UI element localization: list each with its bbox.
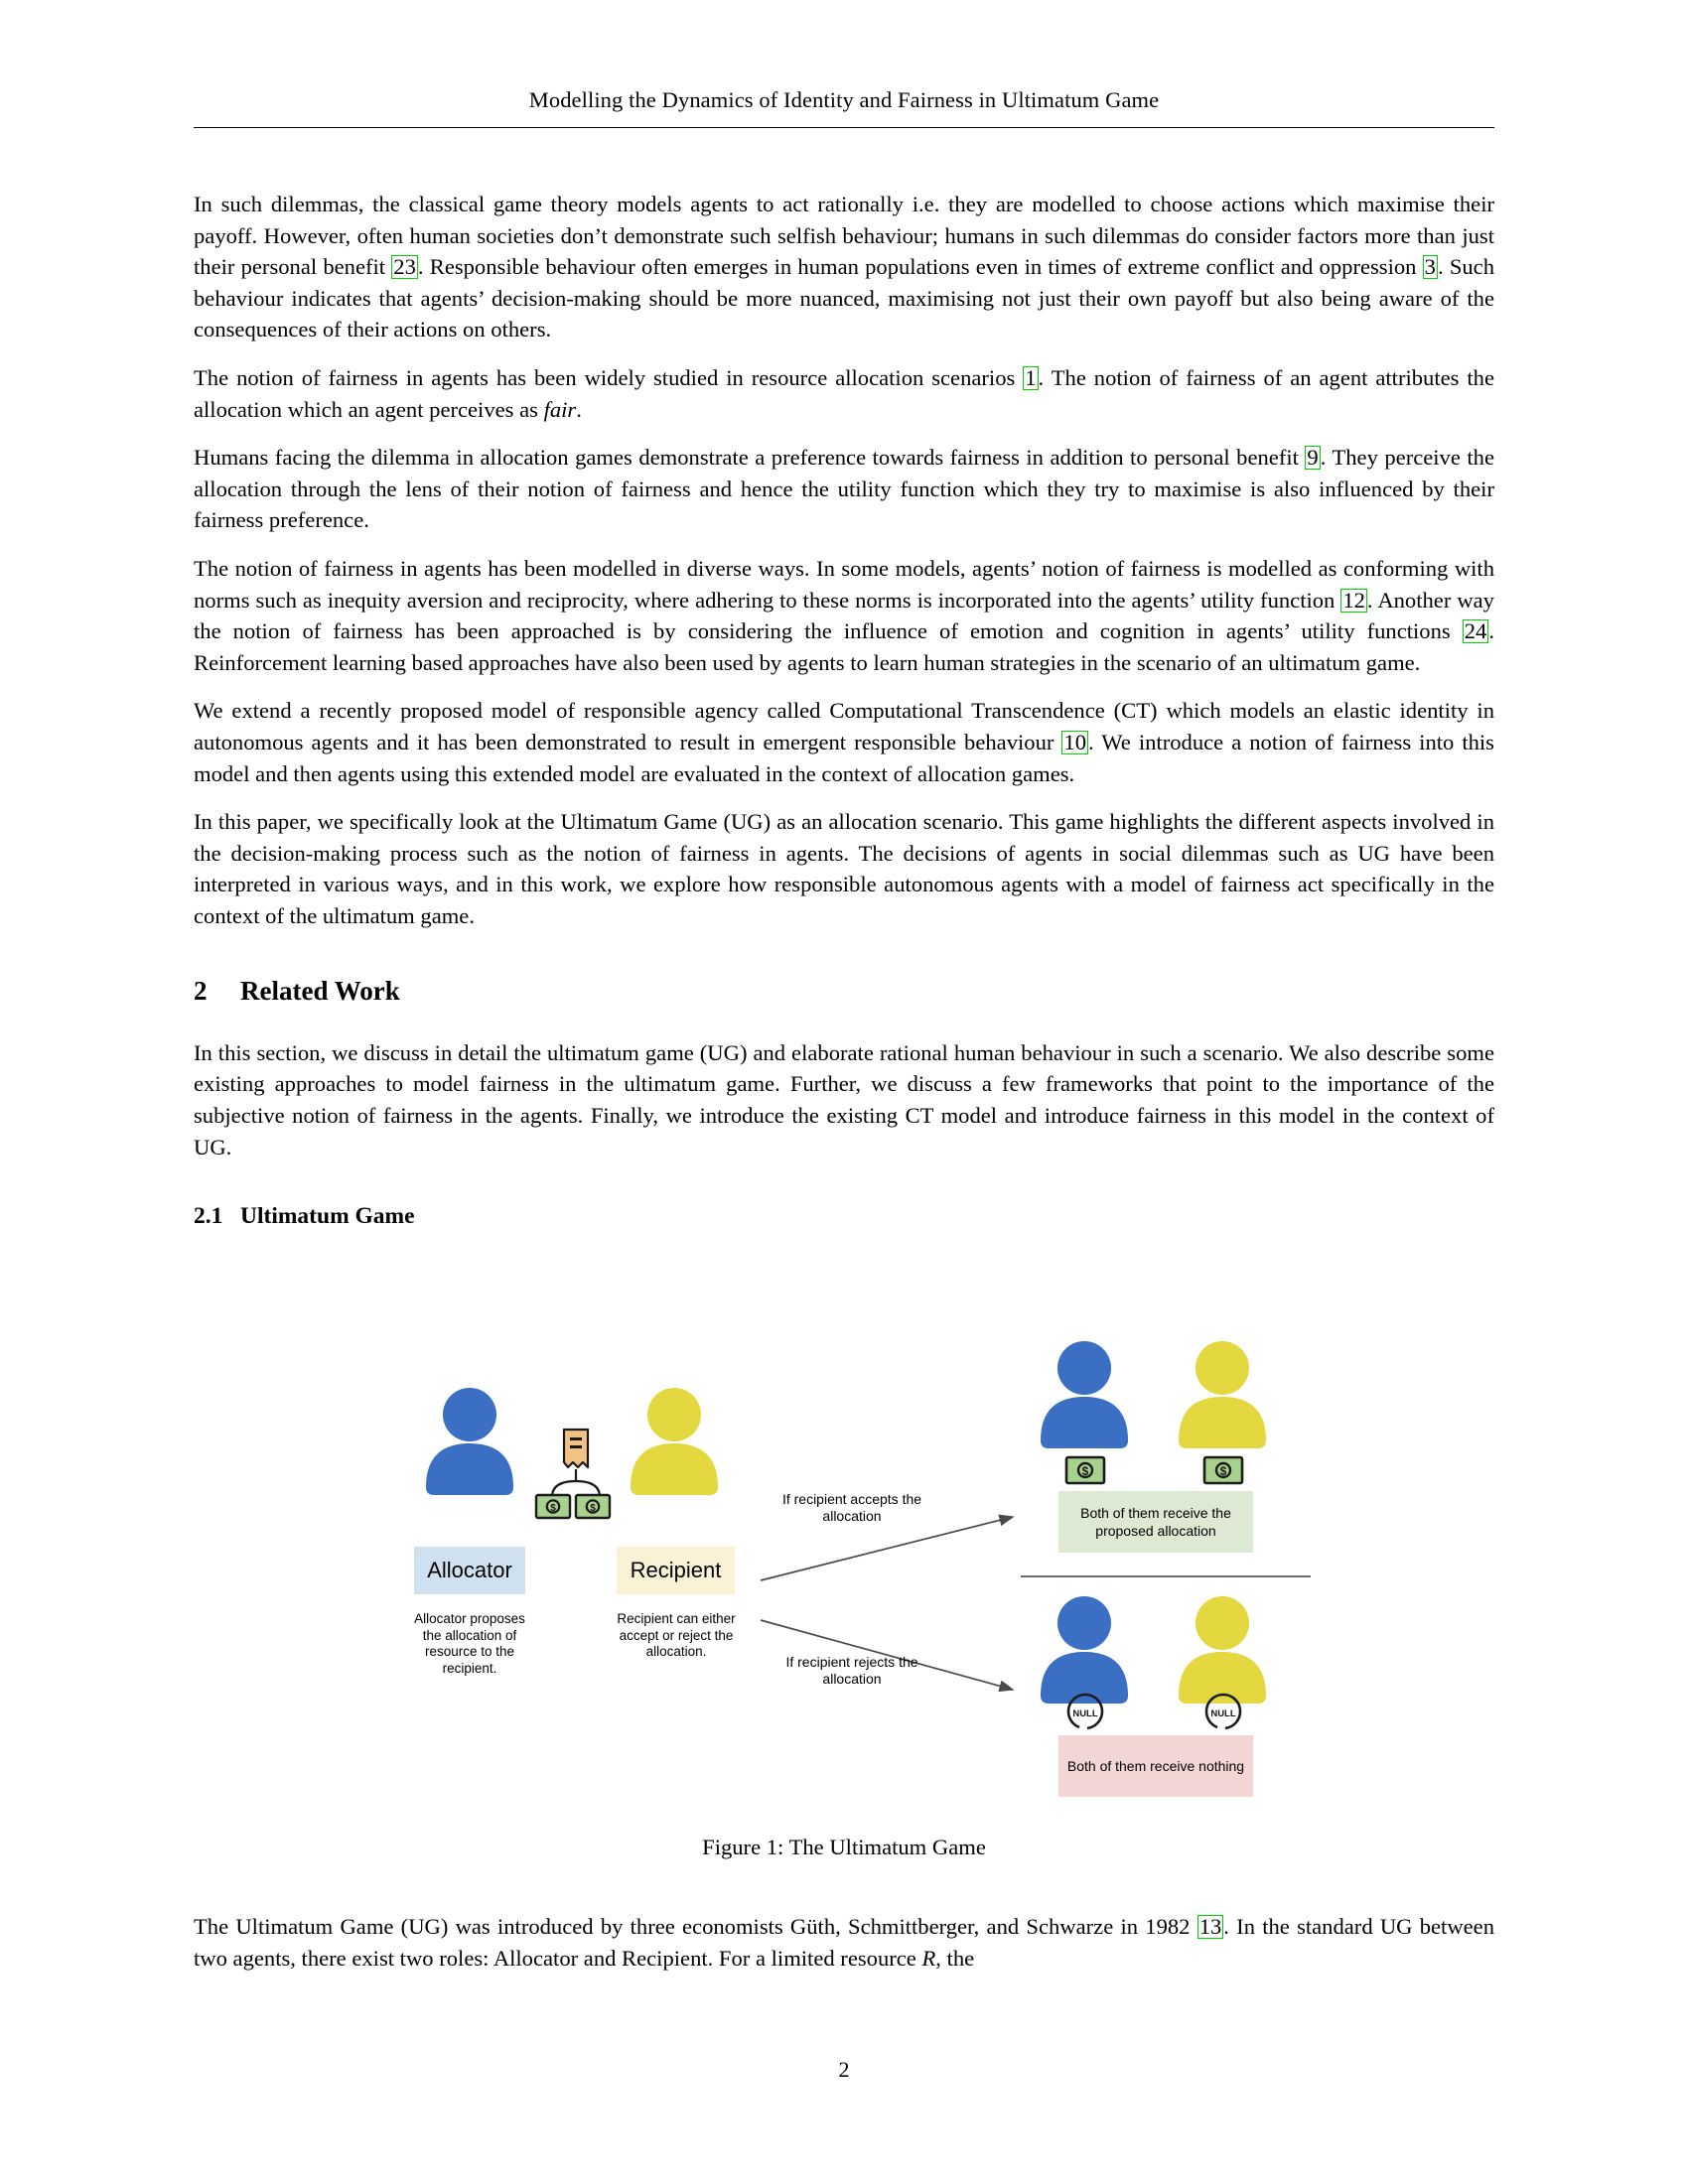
body-column-after-figure	[194, 1911, 1494, 1974]
paragraph-4	[194, 553, 1494, 678]
subsection-number: 2.1	[194, 1203, 223, 1230]
p4-text-c: . Reinforcement learning based approaches have also been used by agents to learn human strategies in the scenario of an ultimatum game.	[194, 618, 1494, 675]
svg-text:$: $	[1081, 1464, 1089, 1478]
p8-text-b: . In the standard UG between two agents, there exist two roles: Allocator and Recipient. For a limited resource	[194, 1914, 1494, 1971]
p5-text-a: We extend a recently proposed model of responsible agency called Computational Transcendence (CT) which models an elastic identity in autonomous agents and it has been demonstrated to result in emergent responsible behaviour	[194, 698, 1494, 754]
p3-text-b: . They perceive the allocation through the lens of their notion of fairness and hence the utility function which they try to maximise is also influenced by their fairness preference.	[194, 445, 1494, 533]
svg-text:NULL: NULL	[1210, 1708, 1236, 1719]
svg-text:$: $	[1219, 1464, 1227, 1478]
svg-text:$: $	[550, 1503, 556, 1514]
accept-money-bill-right	[1204, 1457, 1242, 1483]
allocator-label-text: Allocator	[427, 1558, 512, 1582]
reject-outcome-text: Both of them receive nothing	[1066, 1758, 1245, 1774]
reject-arrow-label: If recipient rejects the allocation	[785, 1654, 918, 1687]
money-bill-icon-right	[576, 1495, 610, 1518]
citation-10[interactable]: 10	[1063, 729, 1087, 754]
subsection-title: Ultimatum Game	[240, 1203, 415, 1230]
accept-outcome-allocator-icon	[1041, 1341, 1128, 1448]
citation-24[interactable]: 24	[1464, 618, 1487, 644]
svg-text:$: $	[590, 1503, 596, 1514]
allocation-split-connector	[552, 1469, 600, 1497]
receipt-icon	[564, 1430, 588, 1467]
paragraph-6: In this paper, we specifically look at the Ultimatum Game (UG) as an allocation scenario. This game highlights the different aspects involved in the decision-making process such as the notion of fairness in agents. The decisions of agents in social dilemmas such as UG have been interpreted in various ways, and in this work, we explore how responsible autonomous agents with a model of fairness act specifically in the context of the ultimatum game.	[194, 809, 1494, 928]
p1-text-c: . Such behaviour indicates that agents’ decision-making should be more nuanced, maximising not just their own payoff but also being aware of the consequences of their actions on others.	[194, 254, 1495, 342]
p2-text-a: The notion of fairness in agents has been widely studied in resource allocation scenarios	[194, 364, 1024, 390]
allocator-person-icon	[426, 1388, 513, 1495]
header-rule	[194, 127, 1494, 128]
p2-emphasis-fair: fair	[543, 396, 577, 422]
money-bill-icon-left	[536, 1495, 570, 1518]
paragraph-5	[194, 695, 1494, 789]
running-head: Modelling the Dynamics of Identity and Fairness in Ultimatum Game	[528, 87, 1160, 112]
citation-12[interactable]: 12	[1342, 587, 1365, 613]
reject-outcome-recipient-icon	[1179, 1596, 1266, 1704]
p8-text-c: , the	[935, 1945, 975, 1971]
recipient-label-text: Recipient	[630, 1558, 722, 1582]
subsection-heading-ultimatum-game	[194, 1202, 1494, 1230]
recipient-description: Recipient can either accept or reject the allocation.	[617, 1611, 736, 1659]
p4-text-a: The notion of fairness in agents has been modelled in diverse ways. In some models, agents’ notion of fairness is modelled as conforming with norms such as inequity aversion and reciprocity, where adhering to these norms is incorporated into the agents’ utility function	[194, 555, 1494, 613]
accept-money-bill-left	[1066, 1457, 1104, 1483]
section-title: Related Work	[240, 976, 400, 1007]
citation-23[interactable]: 23	[393, 254, 416, 280]
allocator-description: Allocator proposes the allocation of resource to the recipient.	[414, 1611, 525, 1676]
figure-ultimatum-game	[377, 1320, 1350, 1817]
paragraph-8	[194, 1911, 1494, 1974]
citation-13[interactable]: 13	[1198, 1914, 1222, 1939]
accept-arrow-label: If recipient accepts the allocation	[781, 1491, 922, 1524]
accept-arrow	[761, 1517, 1013, 1580]
citation-3[interactable]: 3	[1424, 254, 1436, 280]
accept-outcome-recipient-icon	[1179, 1341, 1266, 1448]
page-number: 2	[838, 2057, 850, 2082]
reject-outcome-box	[1058, 1735, 1253, 1797]
p2-text-c: .	[576, 396, 582, 422]
citation-1[interactable]: 1	[1025, 364, 1037, 390]
reject-outcome-allocator-icon	[1041, 1596, 1128, 1704]
paragraph-2	[194, 362, 1494, 425]
section-number: 2	[194, 976, 208, 1007]
p4-text-b: . Another way the notion of fairness has been approached is by considering the influence of emotion and cognition in agents’ utility functions	[194, 587, 1494, 644]
svg-text:NULL: NULL	[1072, 1708, 1098, 1719]
p2-text-b: . The notion of fairness of an agent attributes the allocation which an agent perceives as	[194, 364, 1494, 422]
p1-text-b: . Responsible behaviour often emerges in human populations even in times of extreme conflict and oppression	[417, 254, 1423, 280]
paragraph-1	[194, 189, 1494, 345]
p1-text-a: In such dilemmas, the classical game theory models agents to act rationally i.e. they are modelled to choose actions which maximise their payoff. However, often human societies don’t demonstrate such selfish behaviour; humans in such dilemmas do consider factors more than just their personal benefit	[194, 192, 1494, 280]
figure-caption: Figure 1: The Ultimatum Game	[702, 1835, 986, 1859]
p3-text-a: Humans facing the dilemma in allocation games demonstrate a preference towards fairness in addition to personal benefit	[194, 445, 1306, 471]
p5-text-b: . We introduce a notion of fairness into this model and then agents using this extended model are evaluated in the context of allocation games.	[194, 729, 1494, 786]
paragraph-3	[194, 442, 1494, 536]
allocator-label-box	[414, 1547, 525, 1594]
accept-outcome-box	[1058, 1491, 1253, 1553]
body-column	[194, 189, 1494, 1230]
p8-text-a: The Ultimatum Game (UG) was introduced by three economists Güth, Schmittberger, and Schwarze in 1982	[194, 1914, 1197, 1939]
accept-outcome-text: Both of them receive the proposed allocation	[1080, 1505, 1231, 1539]
p8-variable-R: R	[921, 1945, 936, 1971]
paragraph-7: In this section, we discuss in detail the ultimatum game (UG) and elaborate rational human behaviour in such a scenario. We also describe some existing approaches to model fairness in the ultimatum game. Further, we discuss a few frameworks that point to the importance of the subjective notion of fairness in the agents. Finally, we introduce the existing CT model and introduce fairness in this model in the context of UG.	[194, 1039, 1494, 1160]
section-heading-related-work	[194, 975, 1494, 1007]
spacer	[194, 1008, 1494, 1037]
citation-9[interactable]: 9	[1307, 445, 1319, 471]
recipient-label-box	[617, 1547, 735, 1594]
recipient-person-icon	[631, 1388, 718, 1495]
